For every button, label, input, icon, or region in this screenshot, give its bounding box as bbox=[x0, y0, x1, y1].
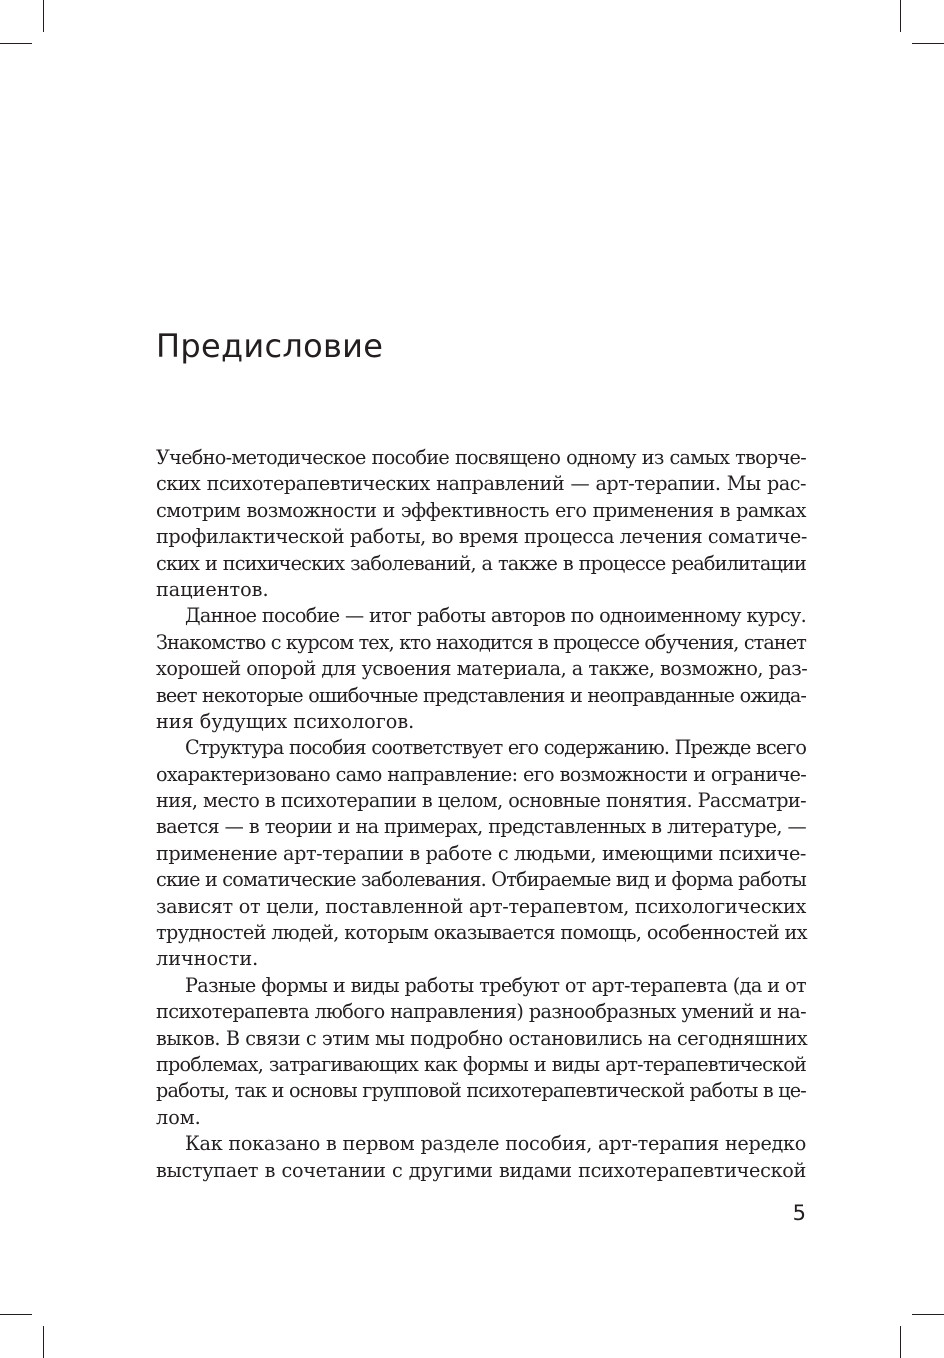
crop-mark bbox=[900, 1326, 901, 1358]
crop-mark bbox=[912, 1314, 944, 1315]
text-line: ния будущих психологов. bbox=[156, 709, 415, 733]
text-line: веет некоторые ошибочные представления и неоправданные ожида- bbox=[156, 683, 806, 707]
text-line: Структура пособия соответствует его содержанию. Прежде всего bbox=[185, 736, 806, 760]
text-line: охарактеризовано само направление: его возможности и ограниче- bbox=[156, 762, 806, 786]
paragraph bbox=[156, 603, 806, 735]
body-text bbox=[156, 445, 806, 1184]
text-line: Учебно-методическое пособие посвящено одному из самых творче- bbox=[156, 446, 806, 469]
crop-mark bbox=[0, 1314, 32, 1315]
text-line: выков. В связи с этим мы подробно остановились на сегодняшних bbox=[156, 1026, 808, 1050]
crop-mark bbox=[0, 43, 32, 44]
text-line: ния, место в психотерапии в целом, основные понятия. Рассматри- bbox=[156, 789, 806, 813]
text-line: личности. bbox=[156, 947, 259, 971]
paragraph bbox=[156, 445, 806, 603]
text-line: профилактической работы, во время процесса лечения соматиче- bbox=[156, 525, 807, 549]
text-line: лом. bbox=[156, 1105, 201, 1129]
page-number: 5 bbox=[792, 1201, 806, 1225]
text-line: Как показано в первом разделе пособия, арт-терапия нередко bbox=[185, 1132, 806, 1156]
text-line: Знакомство с курсом тех, кто находится в процессе обучения, станет bbox=[156, 630, 806, 654]
text-line: зависят от цели, поставленной арт-терапевтом, психологических bbox=[156, 894, 806, 918]
crop-mark bbox=[43, 0, 44, 32]
text-line: психотерапевта любого направления) разнообразных умений и на- bbox=[156, 1000, 806, 1024]
text-line: выступает в сочетании с другими видами психотерапевтической bbox=[156, 1158, 806, 1182]
text-line: трудностей людей, которым оказывается помощь, особенностей их bbox=[156, 921, 807, 945]
text-line: Разные формы и виды работы требуют от арт-терапевта (да и от bbox=[185, 973, 806, 997]
page-title: Предисловие bbox=[156, 327, 384, 365]
text-line: Данное пособие — итог работы авторов по одноименному курсу. bbox=[185, 604, 806, 628]
paragraph bbox=[156, 735, 806, 973]
crop-mark bbox=[912, 43, 944, 44]
text-line: ские и соматические заболевания. Отбираемые вид и форма работы bbox=[156, 868, 806, 892]
text-line: пациентов. bbox=[156, 577, 269, 601]
text-line: проблемах, затрагивающих как формы и виды арт-терапевтической bbox=[156, 1052, 806, 1076]
text-line: смотрим возможности и эффективность его применения в рамках bbox=[156, 498, 806, 522]
text-line: вается — в теории и на примерах, представленных в литературе, — bbox=[156, 815, 806, 839]
text-line: работы, так и основы групповой психотерапевтической работы в це- bbox=[156, 1079, 806, 1103]
text-line: ских психотерапевтических направлений — арт-терапии. Мы рас- bbox=[156, 472, 806, 496]
paragraph bbox=[156, 1131, 806, 1184]
crop-mark bbox=[43, 1326, 44, 1358]
crop-mark bbox=[900, 0, 901, 32]
text-line: ских и психических заболеваний, а также в процессе реабилитации bbox=[156, 551, 806, 575]
paragraph bbox=[156, 973, 806, 1131]
text-line: хорошей опорой для усвоения материала, а также, возможно, раз- bbox=[156, 657, 808, 681]
text-line: применение арт-терапии в работе с людьми, имеющими психиче- bbox=[156, 841, 806, 865]
